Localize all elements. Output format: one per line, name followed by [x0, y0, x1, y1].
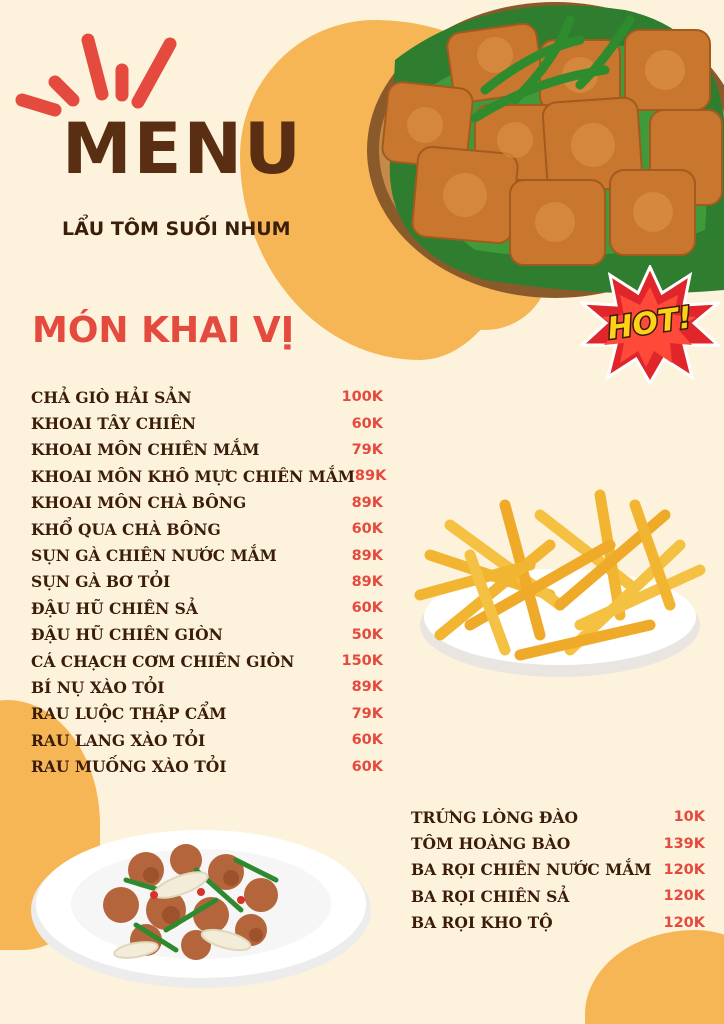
menu-item-price: 60K: [351, 732, 383, 749]
menu-item: [411, 857, 705, 883]
menu-item: [31, 410, 383, 436]
menu-item-name: RAU MUỐNG XÀO TỎI: [31, 757, 227, 777]
menu-item: [411, 830, 705, 856]
menu-item-price: 89K: [351, 494, 383, 511]
menu-item-name: BA RỌI KHO TỘ: [411, 913, 553, 933]
menu-item-price: 100K: [341, 389, 383, 406]
menu-item-price: 89K: [351, 547, 383, 564]
menu-item-name: BA RỌI CHIÊN SẢ: [411, 886, 570, 906]
menu-item-price: 60K: [351, 758, 383, 775]
menu-item-price: 79K: [351, 441, 383, 458]
menu-item: [31, 674, 383, 700]
menu-item-price: 79K: [351, 705, 383, 722]
menu-item-name: KHOAI MÔN KHÔ MỰC CHIÊN MẮM: [31, 466, 355, 486]
menu-item: [31, 727, 383, 753]
menu-item-price: 60K: [351, 521, 383, 538]
hot-badge-icon: [580, 265, 720, 385]
menu-item: [31, 595, 383, 621]
menu-item-price: 89K: [354, 468, 387, 485]
menu-item-name: RAU LUỘC THẬP CẨM: [31, 704, 227, 724]
menu-item-name: CHẢ GIÒ HẢI SẢN: [31, 387, 192, 407]
menu-item: [31, 516, 383, 542]
menu-item-name: RAU LANG XÀO TỎI: [31, 730, 206, 750]
menu-item-name: TÔM HOÀNG BÀO: [411, 834, 571, 854]
menu-item-price: 150K: [341, 653, 383, 670]
hot-badge-text: HOT!: [605, 300, 695, 347]
menu-item-price: 60K: [351, 415, 383, 432]
orange-blob-bottom-right: [585, 930, 724, 1024]
restaurant-subtitle: LẨU TÔM SUỐI NHUM: [62, 218, 291, 240]
menu-item: [411, 883, 705, 909]
extra-menu-list: [411, 804, 705, 936]
menu-item-price: 50K: [351, 626, 383, 643]
menu-item-name: KHOAI TÂY CHIÊN: [31, 414, 196, 434]
menu-item-name: TRỨNG LÒNG ĐÀO: [411, 807, 579, 827]
menu-item-name: SỤN GÀ CHIÊN NƯỚC MẮM: [31, 546, 277, 566]
menu-item-name: ĐẬU HŨ CHIÊN GIÒN: [31, 625, 223, 645]
fried-tofu-basket-image: [365, 0, 724, 310]
menu-item-name: SỤN GÀ BƠ TỎI: [31, 572, 171, 592]
french-fries-bowl-image: [410, 485, 710, 680]
menu-item-name: BÍ NỤ XÀO TỎI: [31, 677, 165, 697]
menu-item: [31, 569, 383, 595]
menu-item: [31, 384, 383, 410]
menu-item: [411, 910, 705, 936]
menu-item-price: 139K: [663, 835, 705, 852]
menu-item-price: 10K: [673, 809, 705, 826]
burst-rays-icon: [10, 30, 180, 120]
menu-item-price: 120K: [663, 914, 705, 931]
menu-title: MENU: [62, 108, 303, 190]
menu-item: [31, 648, 383, 674]
menu-item-name: KHOAI MÔN CHIÊN MẮM: [31, 440, 260, 460]
menu-item: [31, 753, 383, 779]
stir-fried-pork-plate-image: [26, 800, 376, 995]
menu-item-name: KHOAI MÔN CHÀ BÔNG: [31, 493, 247, 513]
menu-item: [31, 463, 387, 489]
menu-item-price: 89K: [351, 679, 383, 696]
menu-item: [31, 542, 383, 568]
appetizer-menu-list: [31, 384, 387, 780]
menu-item-name: ĐẬU HŨ CHIÊN SẢ: [31, 598, 198, 618]
menu-item-price: 120K: [663, 861, 705, 878]
menu-item: [31, 490, 383, 516]
menu-item: [31, 437, 383, 463]
menu-item-name: BA RỌI CHIÊN NƯỚC MẮM: [411, 860, 652, 880]
menu-item: [31, 701, 383, 727]
menu-item-price: 120K: [663, 888, 705, 905]
menu-item: [411, 804, 705, 830]
section-title: MÓN KHAI VỊ: [32, 310, 295, 351]
menu-item: [31, 622, 383, 648]
menu-item-price: 60K: [351, 600, 383, 617]
menu-item-name: CÁ CHẠCH CƠM CHIÊN GIÒN: [31, 651, 295, 671]
menu-item-price: 89K: [351, 573, 383, 590]
menu-item-name: KHỔ QUA CHÀ BÔNG: [31, 519, 221, 539]
